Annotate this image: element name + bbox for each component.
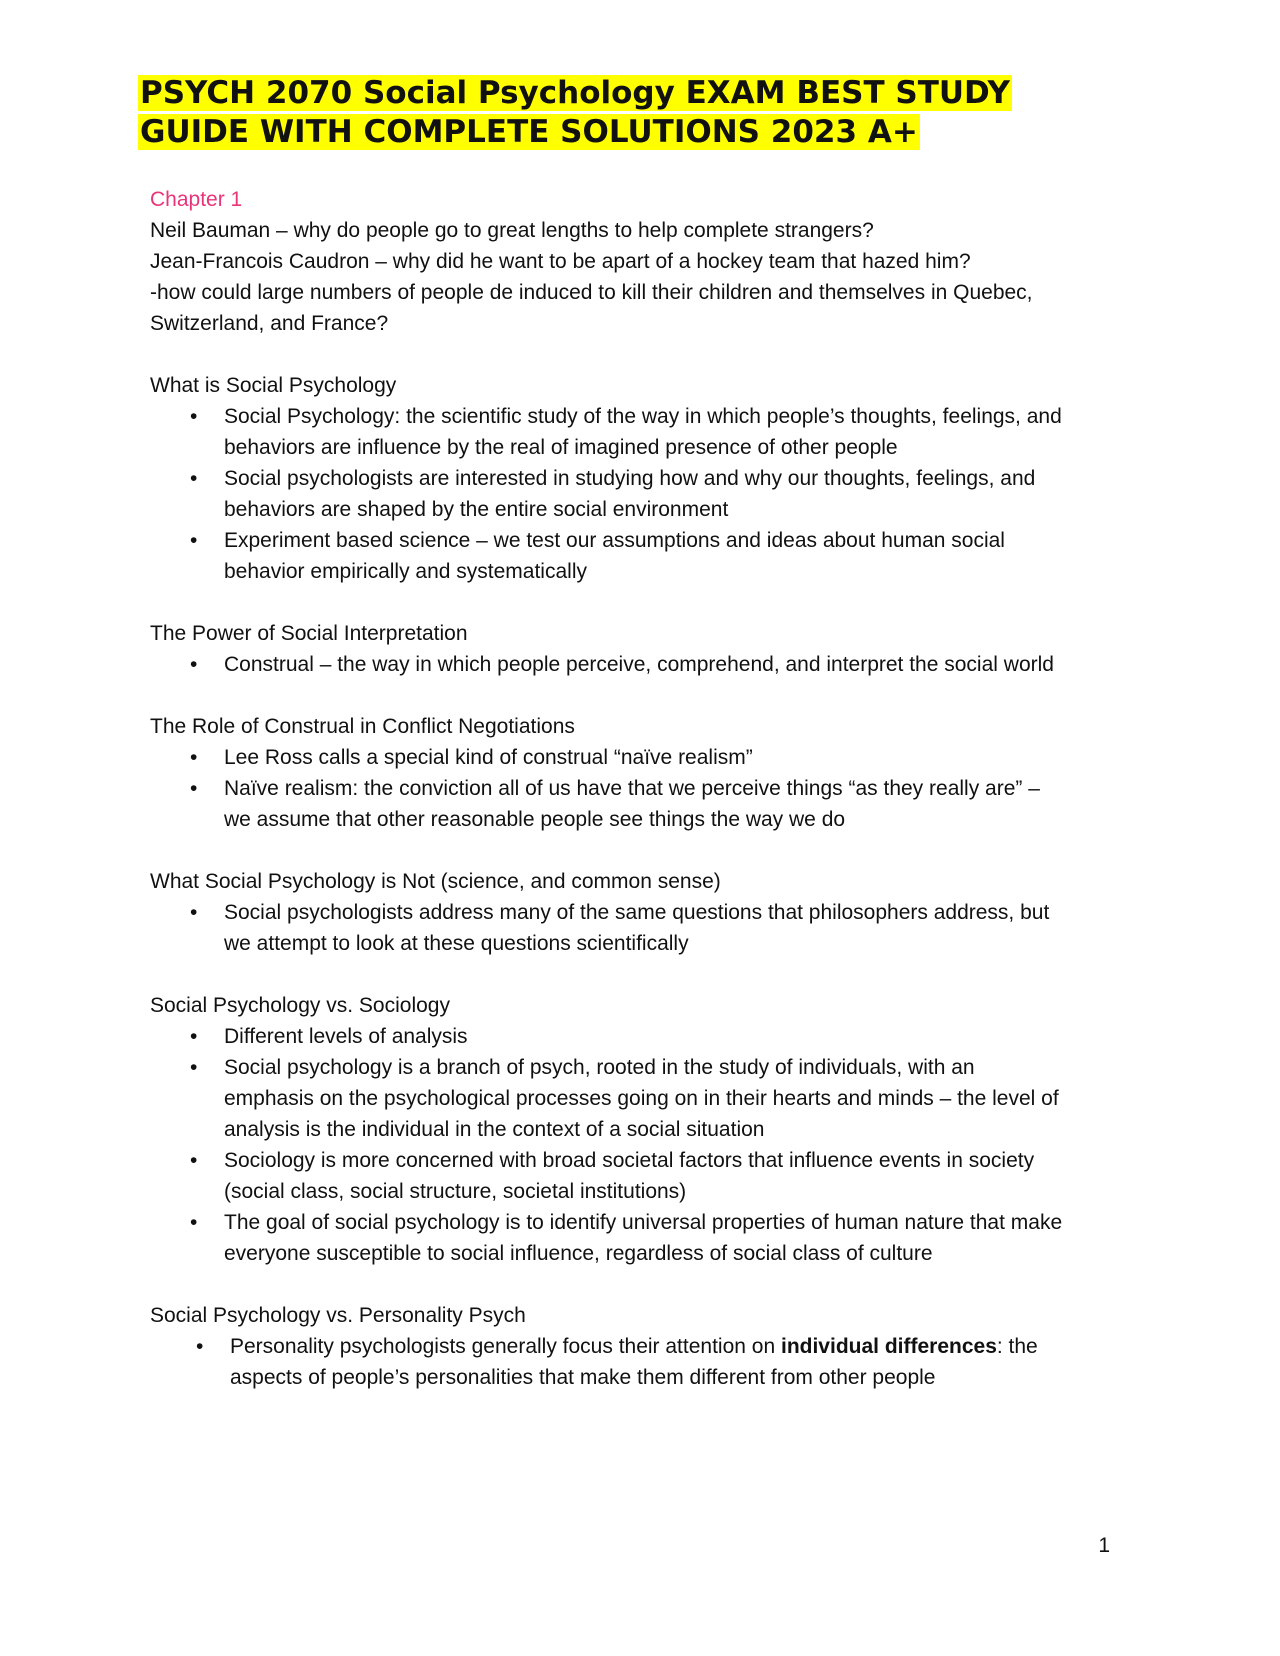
section-heading: Social Psychology vs. Personality Psych <box>150 1304 526 1327</box>
section-heading: The Role of Construal in Conflict Negotiations <box>150 715 575 738</box>
bullet-item: • Naïve realism: the conviction all of us have that we perceive things “as they really are” – we assume that other reasonable people see things the way we do <box>150 773 1130 835</box>
bullet-list <box>150 742 1130 835</box>
intro-line: Jean-Francois Caudron – why did he want to be apart of a hockey team that hazed him? <box>150 250 971 273</box>
document-body <box>150 184 1130 1393</box>
page-number: 1 <box>1098 1534 1110 1557</box>
document-title <box>138 74 1098 152</box>
chapter-heading: Chapter 1 <box>150 188 243 211</box>
bullet-list <box>150 897 1130 959</box>
bullet-list <box>150 1021 1130 1269</box>
bullet-text: Personality psychologists generally focus their attention on <box>230 1335 781 1358</box>
document-title-text: PSYCH 2070 Social Psychology EXAM BEST STUDY GUIDE WITH COMPLETE SOLUTIONS 2023 A+ <box>140 75 1010 150</box>
bullet-item: • The goal of social psychology is to identify universal properties of human nature that make everyone susceptible to social influence, regardless of social class of culture <box>150 1207 1130 1269</box>
intro-line: -how could large numbers of people de induced to kill their children and themselves in Quebec, Switzerland, and France? <box>150 281 1033 335</box>
section-vs-personality-psych <box>150 1300 1130 1393</box>
intro-block <box>150 215 1130 339</box>
bullet-item: • Different levels of analysis <box>150 1021 1130 1052</box>
bullet-item: • Social psychologists address many of the same questions that philosophers address, but we attempt to look at these questions scientifically <box>150 897 1130 959</box>
bullet-item: • Social psychology is a branch of psych, rooted in the study of individuals, with an emphasis on the psychological processes going on in their hearts and minds – the level of analysis is the individual in the context of a social situation <box>150 1052 1130 1145</box>
section-what-is-social-psychology <box>150 370 1130 587</box>
bullet-text: : the aspects of people’s personalities that make them different from other people <box>230 1335 1038 1389</box>
section-vs-sociology <box>150 990 1130 1269</box>
section-heading: What Social Psychology is Not (science, and common sense) <box>150 870 721 893</box>
section-what-social-psychology-is-not <box>150 866 1130 959</box>
section-heading: Social Psychology vs. Sociology <box>150 994 450 1017</box>
bullet-list <box>150 649 1130 680</box>
bullet-list <box>150 1331 1130 1393</box>
section-role-of-construal <box>150 711 1130 835</box>
section-heading: What is Social Psychology <box>150 374 397 397</box>
bullet-item <box>150 1331 1130 1393</box>
bold-term: individual differences <box>780 1335 997 1358</box>
bullet-item: • Social psychologists are interested in studying how and why our thoughts, feelings, and behaviors are shaped by the entire social environment <box>150 463 1130 525</box>
bullet-item: • Experiment based science – we test our assumptions and ideas about human social behavior empirically and systematically <box>150 525 1130 587</box>
intro-line: Neil Bauman – why do people go to great lengths to help complete strangers? <box>150 219 874 242</box>
bullet-item: • Sociology is more concerned with broad societal factors that influence events in society (social class, social structure, societal institutions) <box>150 1145 1130 1207</box>
section-heading: The Power of Social Interpretation <box>150 622 468 645</box>
bullet-item: • Lee Ross calls a special kind of construal “naïve realism” <box>150 742 1130 773</box>
bullet-list <box>150 401 1130 587</box>
section-power-of-social-interpretation <box>150 618 1130 680</box>
bullet-item: • Social Psychology: the scientific study of the way in which people’s thoughts, feelings, and behaviors are influence by the real of imagined presence of other people <box>150 401 1130 463</box>
bullet-item: • Construal – the way in which people perceive, comprehend, and interpret the social world <box>150 649 1130 680</box>
